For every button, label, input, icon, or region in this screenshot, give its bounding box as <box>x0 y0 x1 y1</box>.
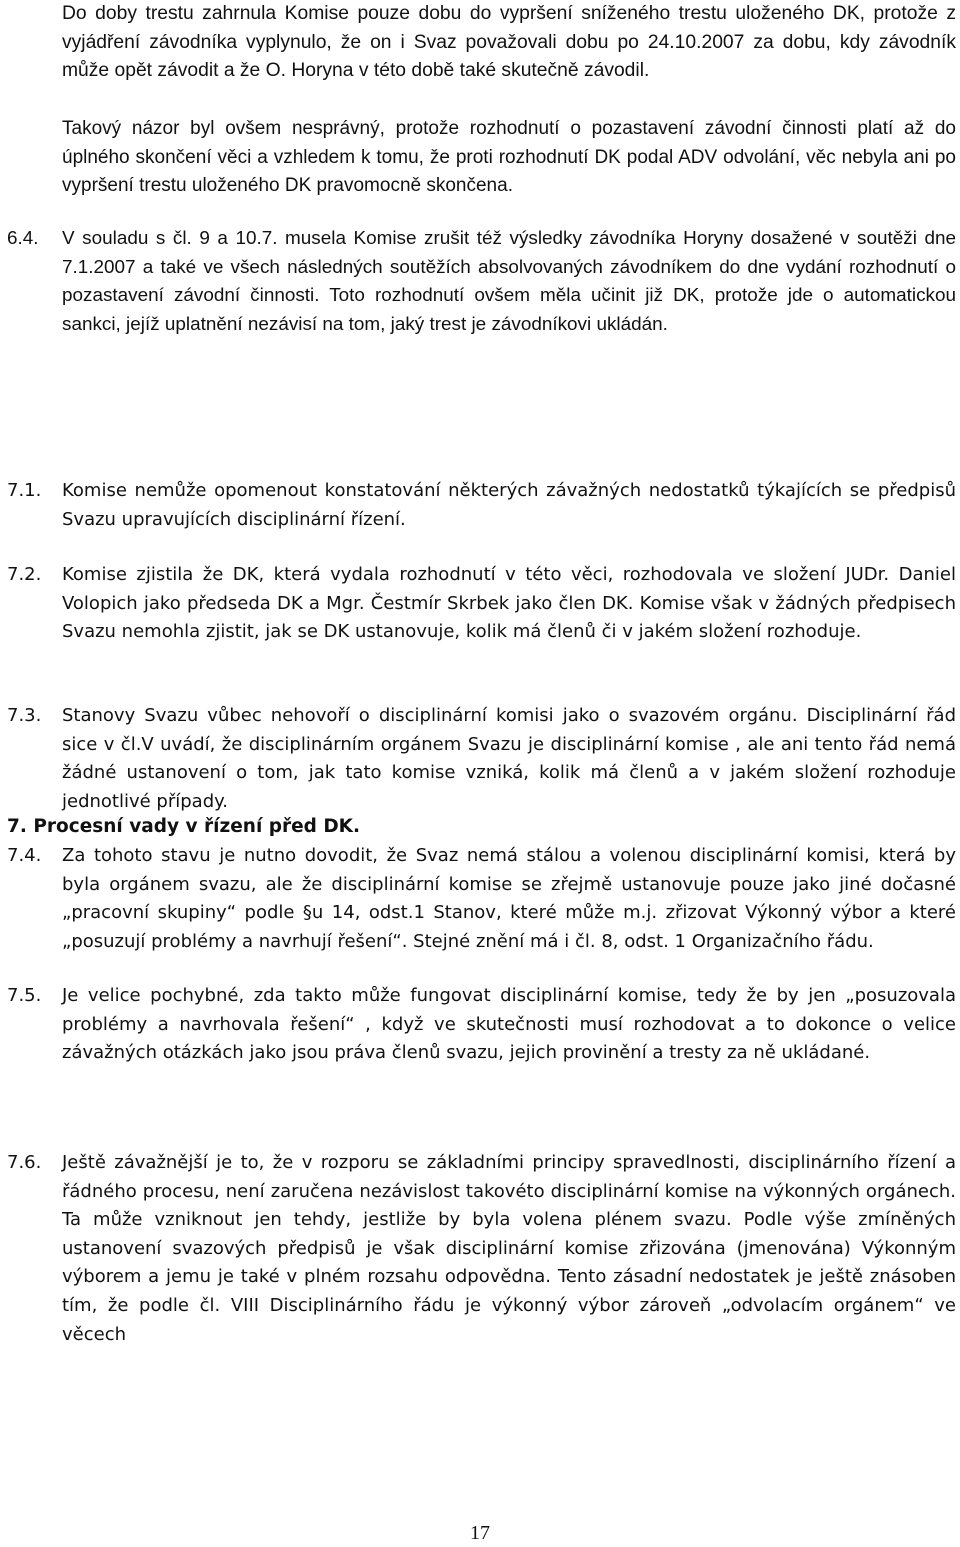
section-text: Za tohoto stavu je nutno dovodit, že Svaz nemá stálou a volenou disciplinární komisi, která by byla orgánem svazu, ale že disciplinární komise se zřejmě ustanovuje pouze jako jiné dočasné „pracovní skupiny“ podle §u 14, odst.1 Stanov, které může m.j. zřizovat Výkonný výbor a které „posuzují problémy a navrhují řešení“. Stejné znění má i čl. 8, odst. 1 Organizačního řádu. <box>62 845 956 952</box>
intro-paragraph-continued: Takový názor byl ovšem nesprávný, protože rozhodnutí o pozastavení závodní činnosti platí až do úplného skončení věci a vzhledem k tomu, že proti rozhodnutí DK podal ADV odvolání, věc nebyla ani po vypršení trestu uloženého DK pravomocně skončena. <box>62 118 956 197</box>
section-number: 6.4. <box>7 228 39 249</box>
section-text: Je velice pochybné, zda takto může fungovat disciplinární komise, tedy že by jen „posuzovala problémy a navrhovala řešení“ , když ve skutečnosti musí rozhodovat a to dokonce o velice závažných otázkách jako jsou práva členů svazu, jejich provinění a tresty za ně ukládané. <box>62 985 956 1064</box>
section-number: 7.1. <box>7 480 42 501</box>
section-heading-7: 7. Procesní vady v řízení před DK. <box>7 816 361 837</box>
section-text: Komise zjistila že DK, která vydala rozhodnutí v této věci, rozhodovala ve složení JUDr. Daniel Volopich jako předseda DK a Mgr. Čestmír Skrbek jako člen DK. Komise však v žádných předpisech Svazu nemohla zjistit, jak se DK ustanovuje, kolik má členů či v jakém složení rozhoduje. <box>62 564 956 643</box>
section-text: Stanovy Svazu vůbec nehovoří o disciplinární komisi jako o svazovém orgánu. Disciplinární řád sice v čl.V uvádí, že disciplinárním orgánem Svazu je disciplinární komise , ale ani tento řád nemá žádné ustanovení o tom, jak tato komise vzniká, kolik má členů a v jakém složení rozhoduje jednotlivé případy. <box>62 705 956 812</box>
section-text: Ještě závažnější je to, že v rozporu se základními principy spravedlnosti, disciplinárního řízení a řádného procesu, není zaručena nezávislost takovéto disciplinární komise na výkonných orgánech. Ta může vzniknout jen tehdy, jestliže by byla volena plénem svazu. Podle výše zmíněných ustanovení svazových předpisů je však disciplinární komise zřizována (jmenována) Výkonným výborem a jemu je také v plném rozsahu odpovědna. Tento zásadní nedostatek je ještě znásoben tím, že podle čl. VIII Disciplinárního řádu je výkonný výbor zároveň „odvolacím orgánem“ ve věcech <box>62 1152 956 1345</box>
section-number: 7.2. <box>7 564 42 585</box>
section-number: 7.6. <box>7 1152 42 1173</box>
section-number: 7.4. <box>7 845 42 866</box>
page-number: 17 <box>470 1522 490 1544</box>
section-text: V souladu s čl. 9 a 10.7. musela Komise zrušit též výsledky závodníka Horyny dosažené v soutěži dne 7.1.2007 a také ve všech následných soutěžích absolvovaných závodníkem do dne vydání rozhodnutí o pozastavení závodní činnosti. Toto rozhodnutí ovšem měla učinit již DK, protože jde o automatickou sankci, jejíž uplatnění nezávisí na tom, jaký trest je závodníkovi ukládán. <box>62 228 956 335</box>
section-number: 7.5. <box>7 985 42 1006</box>
section-text: Komise nemůže opomenout konstatování některých závažných nedostatků týkajících se předpisů Svazu upravujících disciplinární řízení. <box>62 480 956 530</box>
section-number: 7.3. <box>7 705 42 726</box>
intro-paragraph: Do doby trestu zahrnula Komise pouze dobu do vypršení sníženého trestu uloženého DK, protože z vyjádření závodníka vyplynulo, že on i Svaz považovali dobu po 24.10.2007 za dobu, kdy závodník může opět závodit a že O. Horyna v této době také skutečně závodil. <box>62 3 956 82</box>
